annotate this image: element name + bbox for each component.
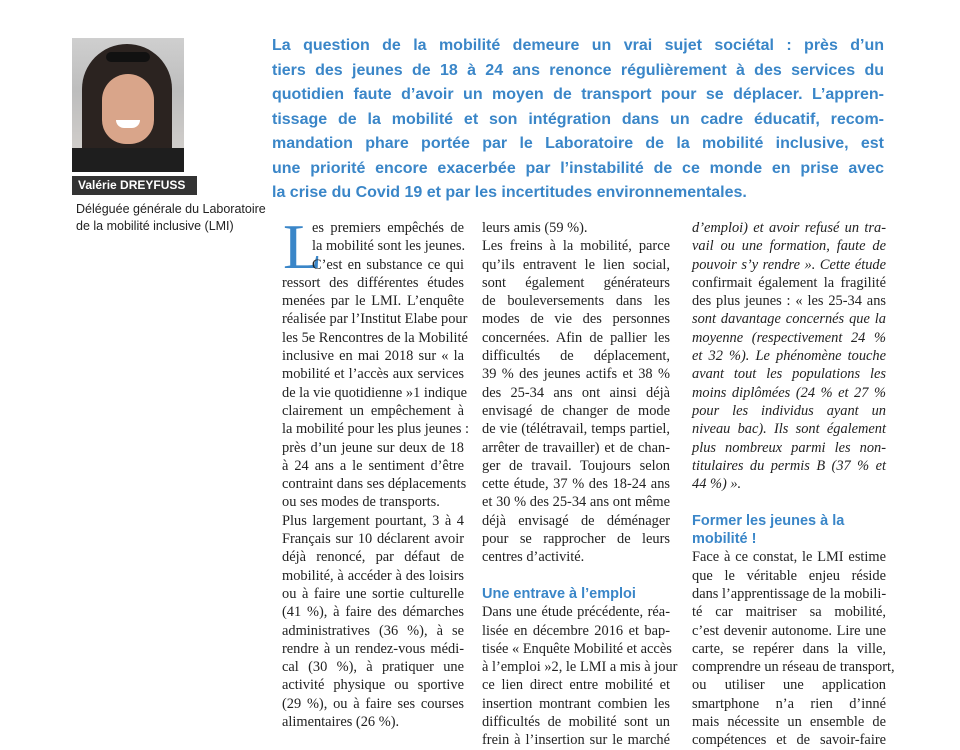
text-line: té car maitriser sa mobilité, (692, 604, 886, 621)
text-line: envisagé de changer de mode (482, 402, 670, 419)
text-line: vail ou une formation, faute de (692, 238, 886, 255)
text-line: (29 %), ou à faire ses courses (282, 695, 464, 712)
text-line: de vie (télétravail, temps partiel, (482, 421, 670, 438)
text-line: Français sur 10 déclarent avoir (282, 531, 464, 548)
text-line: mobilité et l’accès aux services (282, 366, 464, 383)
text-line: des 25-34 ans ont ainsi déjà (482, 384, 670, 401)
text-line: ger de travail. Toujours selon (482, 457, 670, 474)
text-line: la mobilité pour les plus jeunes : (282, 421, 470, 438)
text-line: avant tout les populations les (692, 366, 886, 383)
text-line: Dans une étude précédente, réa- (482, 604, 670, 621)
text-line: plus nombreux parmi les non- (692, 439, 886, 456)
author-name: Valérie DREYFUSS (72, 176, 197, 195)
text-line: la mobilité sont les jeunes. (312, 238, 466, 255)
text-line: réalisée par l’Institut Elabe pour (282, 311, 468, 328)
text-line: dans l’apprentissage de la mobili- (692, 585, 887, 602)
text-line: ou ses modes de transports. (282, 494, 440, 511)
text-line: contraint dans ses déplacements (282, 476, 467, 493)
text-line: des plus jeunes : « les 25-34 ans (692, 293, 886, 310)
text-line: Former les jeunes à la (692, 512, 845, 529)
text-line: administratives (36 %), à se (282, 622, 464, 639)
text-line: difficultés de déplacement, (482, 348, 670, 365)
text-line: de bouleversements dans les (482, 293, 670, 310)
text-line: Face à ce constat, le LMI estime (692, 549, 886, 566)
text-line: menées par le LMI. L’enquête (282, 293, 464, 310)
text-line: es premiers empêchés de (312, 220, 464, 236)
text-line: titulaires du permis B (37 % et (692, 457, 886, 474)
text-line: ou utiliser une application (692, 677, 886, 694)
text-line: cal (30 %), à pratiquer une (282, 659, 464, 676)
text-line: les 5e Rencontres de la Mobilité (282, 329, 468, 346)
text-line: inclusive en mai 2018 sur « la (282, 348, 464, 365)
text-line: confirmait également la fragilité (692, 274, 886, 291)
body-column-2 (482, 219, 678, 750)
body-column-3 (692, 219, 895, 750)
text-line: frein à l’insertion sur le marché (482, 732, 670, 749)
text-line: et 32 %). Le phénomène touche (692, 348, 886, 365)
text-line: sont également générateurs (482, 274, 670, 291)
paragraph-gap (692, 493, 886, 511)
text-line: à l’emploi »2, le LMI a mis à jour (482, 659, 678, 676)
text-line: près d’un jeune sur deux de 18 (282, 439, 464, 456)
text-line: rendre à un rendez-vous médi- (282, 640, 464, 657)
text-line: déjà envisagé de déménager (482, 512, 670, 529)
author-role: Déléguée générale du Laboratoire de la mobilité inclusive (LMI) (76, 202, 266, 233)
text-line: smartphone n’a rien d’inné (692, 695, 886, 712)
text-line: 44 %) ». (692, 476, 742, 493)
text-line: Les freins à la mobilité, parce (482, 238, 670, 255)
text-line: lisée en décembre 2016 et bap- (482, 622, 670, 639)
text-line: insertion montrant combien les (482, 695, 670, 712)
text-line: mobilité ! (692, 531, 757, 548)
text-line: mais nécessite un ensemble de (692, 714, 886, 731)
text-line: Plus largement pourtant, 3 à 4 (282, 512, 464, 529)
text-line: activité physique ou sportive (282, 677, 464, 694)
text-line: ressort des différentes études (282, 274, 464, 291)
text-line: 39 % des jeunes actifs et 38 % (482, 366, 670, 383)
section-heading: Une entrave à l’emploi (482, 585, 636, 602)
text-line: compétences et de savoir-faire (692, 732, 886, 749)
cut-off-title (0, 0, 960, 14)
text-line: moyenne (respectivement 24 % (692, 329, 886, 346)
text-line: pour se rapprocher de leurs (482, 531, 670, 548)
text-line: ce lien direct entre mobilité et (482, 677, 670, 694)
text-line: (41 %), à faire des démarches (282, 604, 464, 621)
text-line: que le véritable enjeu réside (692, 567, 886, 584)
text-line: déjà renoncé, par défaut de (282, 549, 464, 566)
text-line: difficultés de mobilité sont un (482, 714, 670, 731)
text-line: centres d’activité. (482, 549, 585, 566)
text-line: à 24 ans a le sentiment d’être (282, 457, 464, 474)
text-line: et 30 % des 25-34 ans ont même (482, 494, 670, 511)
text-line: c’est devenir autonome. Lire une (692, 622, 886, 639)
drop-cap: L (283, 211, 323, 282)
text-line: pouvoir s’y rendre ». Cette étude (692, 256, 886, 273)
text-line: concernées. Afin de pallier les (482, 329, 670, 346)
author-photo (72, 38, 184, 172)
text-line: carte, se repérer dans la ville, (692, 640, 886, 657)
text-line: comprendre un réseau de transport, (692, 659, 895, 676)
paragraph-gap (482, 567, 670, 585)
text-line: alimentaires (26 %). (282, 714, 400, 731)
text-line: arrêter de travailler) et de chan- (482, 439, 670, 456)
text-line: mobilité, à accéder à des loisirs (282, 567, 464, 584)
text-line: d’emploi) et avoir refusé un tra- (692, 220, 886, 236)
text-line: ou à faire une sortie culturelle (282, 585, 464, 602)
text-line: cette étude, 37 % des 18-24 ans (482, 476, 670, 493)
text-line: de la vie quotidienne »1 indique (282, 384, 468, 401)
text-line: qu’ils entravent le lien social, (482, 256, 670, 273)
lead-paragraph: La question de la mobilité demeure un vrai sujet sociétal : près d’un tiers des jeunes de 18 à 24 ans renonce régulièrement à des services du quotidien faute d’avoir un moyen de transport pour se déplacer. L’appren- tissage de la mobilité et son intégration dans un cadre éducatif, recom- mandation phare portée par le Laboratoire de la mobilité inclusive, est une priorité encore exacerbée par l’instabilité de ce monde en prise avec la crise du Covid 19 et par les incertitudes environnementales. (272, 37, 884, 201)
text-line: tisée « Enquête Mobilité et accès (482, 640, 672, 657)
text-line: niveau bac). Ils sont également (692, 421, 886, 438)
text-line: modes de vie des personnes (482, 311, 670, 328)
text-line: clairement un empêchement à (282, 402, 464, 419)
body-column-1 (282, 211, 470, 731)
text-line: moins diplômées (24 % et 27 % (692, 384, 886, 401)
text-line: C’est en substance ce qui (312, 256, 464, 273)
text-line: sont davantage concernés que la (692, 311, 886, 328)
text-line: leurs amis (59 %). (482, 220, 588, 236)
text-line: pour les individus ayant un (692, 402, 886, 419)
